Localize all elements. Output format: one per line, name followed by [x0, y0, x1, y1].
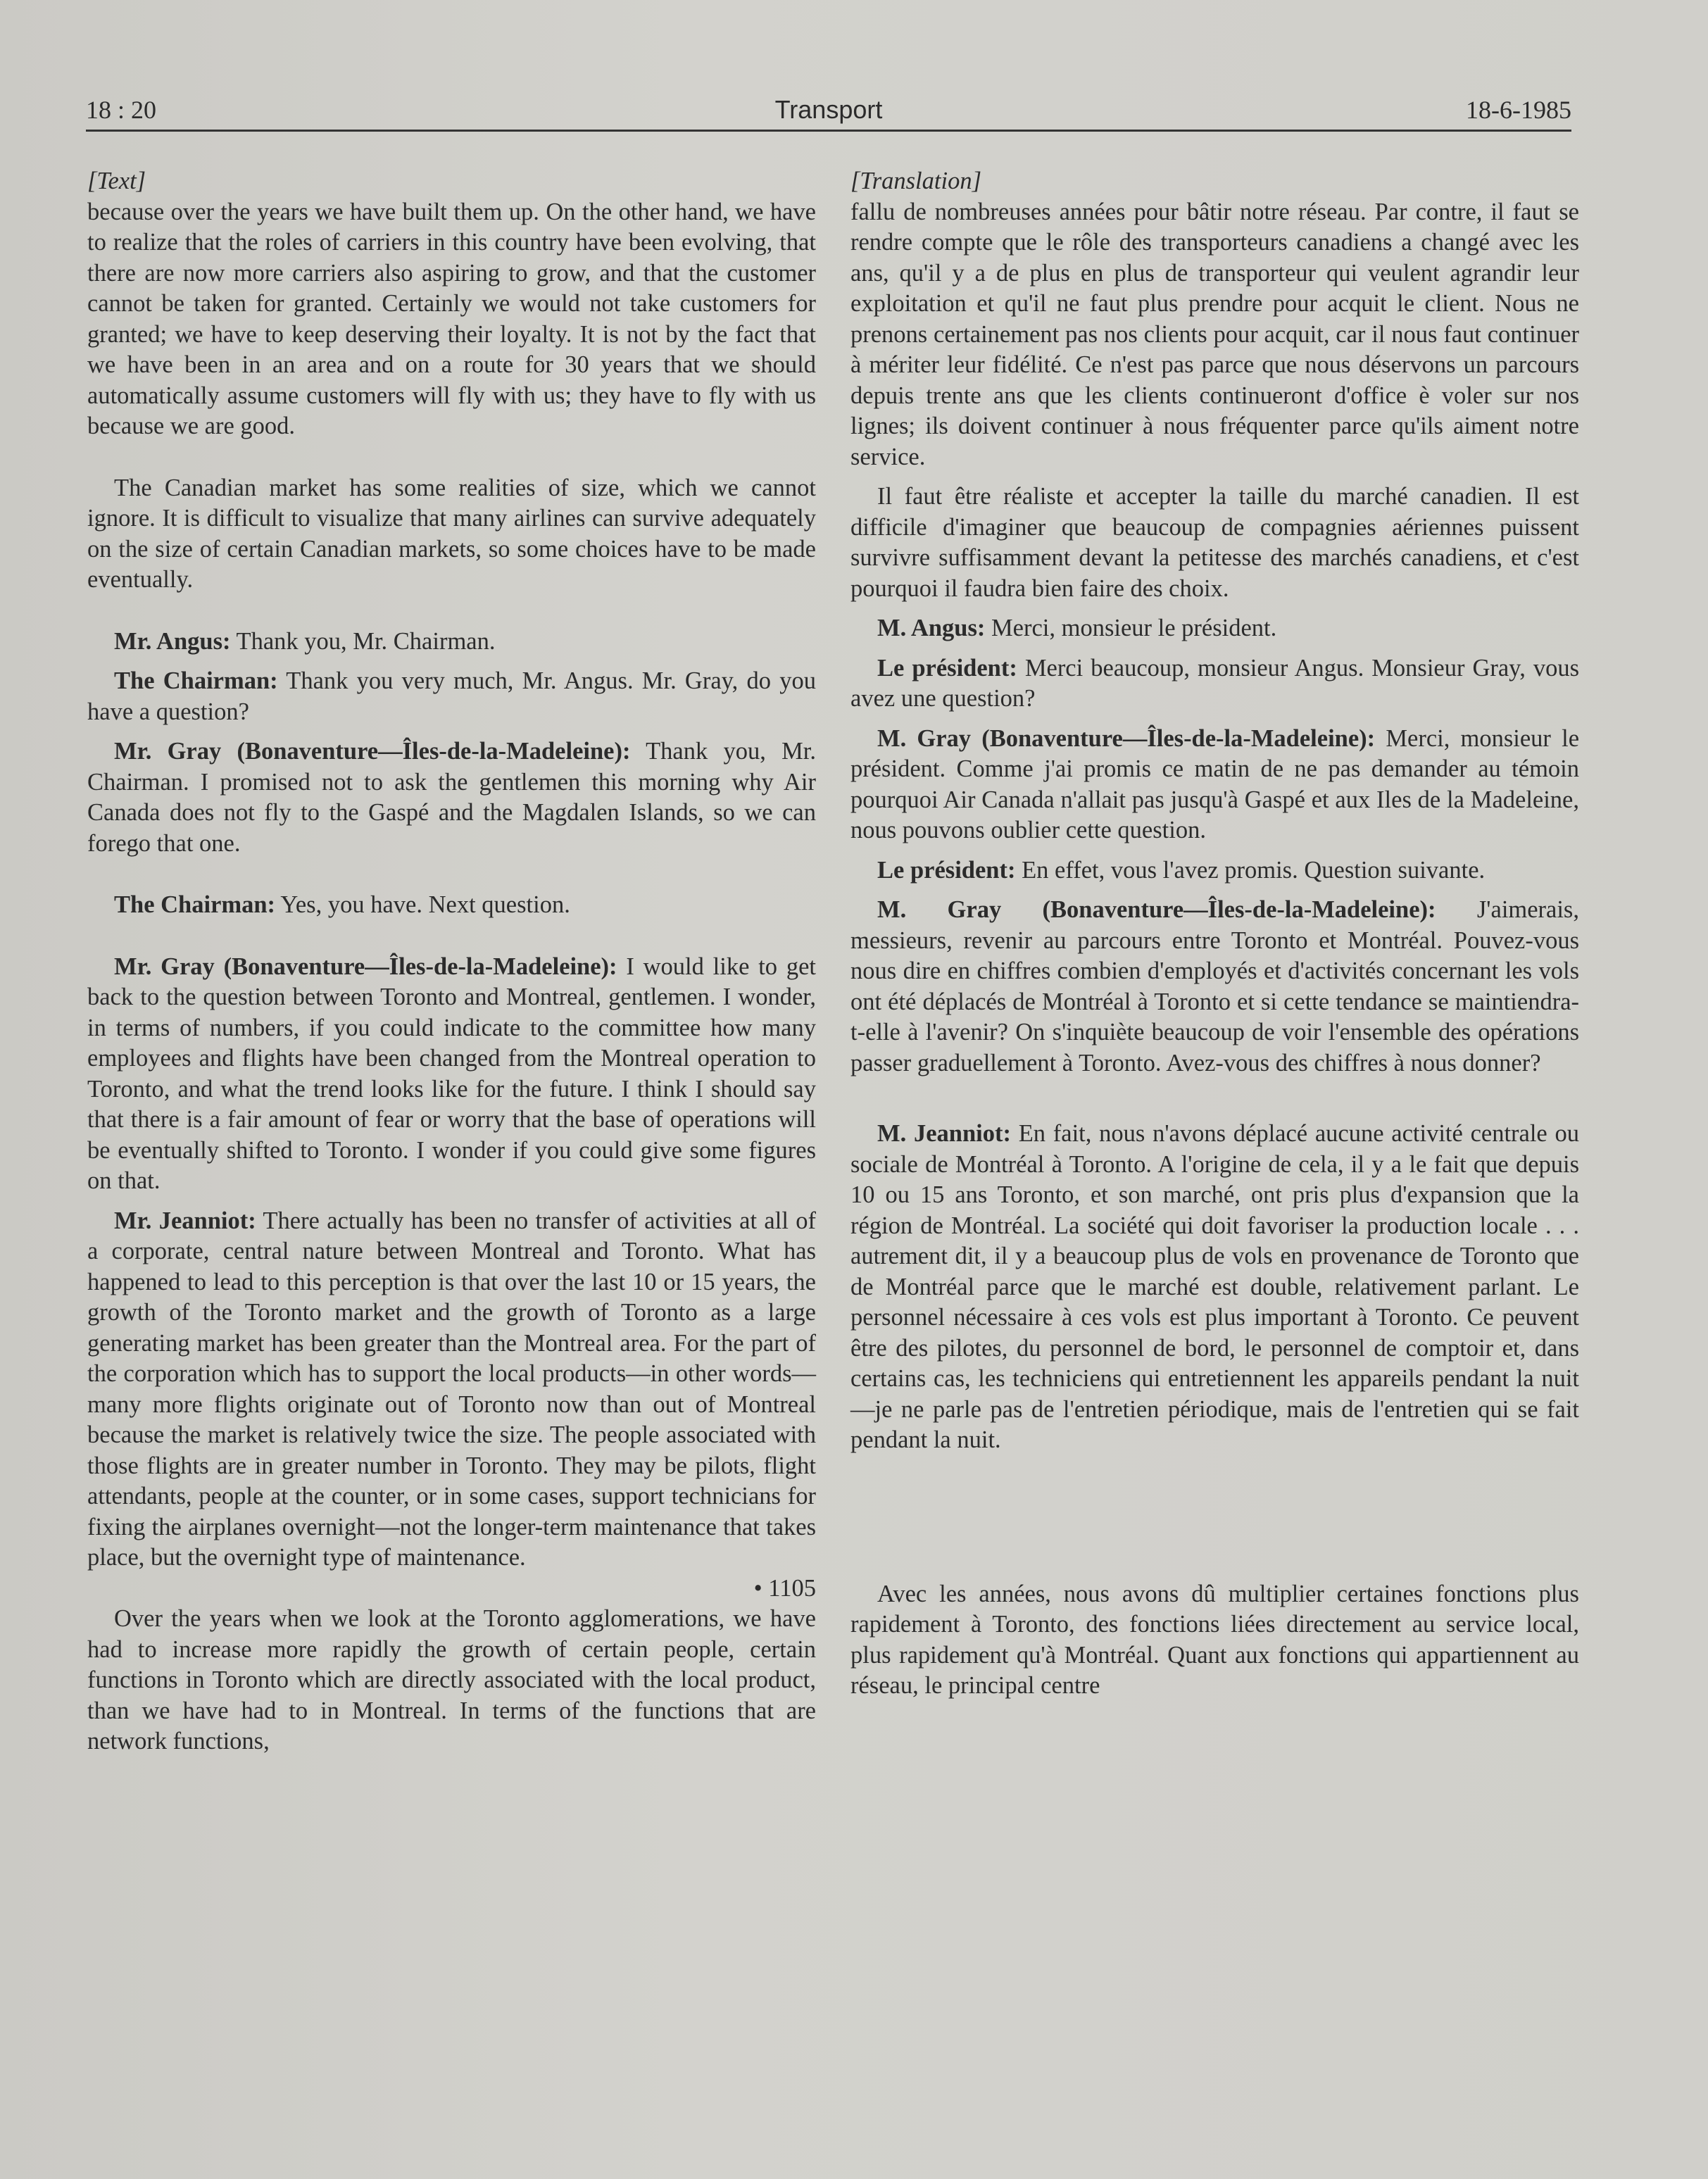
paragraph [87, 736, 816, 859]
speech-text: I would like to get back to the question between Toronto and Montreal, gentlemen. I wonder, in terms of numbers, if you could indicate to the committee how many employees and flights have been changed from the Montreal operation to Toronto, and what the trend looks like for the future. I think I should say that there is a fair amount of fear or worry that the base of operations will be eventually shifted to Toronto. I wonder if you could give some figures on that. [87, 953, 816, 1194]
paragraph [850, 855, 1579, 886]
speaker-name: Mr. Jeanniot: [114, 1207, 256, 1234]
paragraph [850, 613, 1579, 644]
speaker-name: M. Gray (Bonaventure—Îles-de-la-Madeleine): [877, 724, 1376, 752]
paragraph [850, 895, 1579, 1079]
french-column [850, 166, 1579, 1702]
speaker-name: Le président: [877, 856, 1016, 884]
paragraph [850, 653, 1579, 715]
paragraph [87, 890, 816, 921]
speech-text: Merci beaucoup, monsieur Angus. Monsieur Gray, vous avez une question? [850, 654, 1579, 712]
running-header [86, 94, 1571, 125]
speech-text: Thank you, Mr. Chairman. I promised not to ask the gentlemen this morning why Air Canada does not fly to the Gaspé and the Magdalen Islands, so we can forego that one. [87, 738, 817, 857]
time-marker: • 1105 [753, 1574, 816, 1602]
translation-label: [Translation] [850, 168, 981, 194]
paragraph: because over the years we have built them up. On the other hand, we have to realize that the roles of carriers in this country have been evolving, that there are now more carriers also aspiring to grow, and that the customer cannot be taken for granted. Certainly we would not take customers for granted; we have to keep deserving their loyalty. It is not by the fact that we have been in an area and on a route for 30 years that we should automatically assume customers will fly with us; they have to fly with us because we are good. [87, 198, 816, 439]
speaker-name: The Chairman: [114, 667, 278, 694]
speaker-name: Mr. Gray (Bonaventure—Îles-de-la-Madeleine): [114, 953, 617, 980]
paragraph: Il faut être réaliste et accepter la taille du marché canadien. Il est difficile d'imaginer que beaucoup de compagnies aériennes puissent survivre suffisamment devant la petitesse des marchés canadiens, et c'est pourquoi il faudra bien faire des choix. [850, 483, 1579, 602]
header-title: Transport [774, 95, 883, 124]
speech-text: Thank you very much, Mr. Angus. Mr. Gray, do you have a question? [87, 667, 816, 725]
paragraph [87, 1206, 816, 1574]
speaker-name: The Chairman: [114, 891, 276, 918]
speech-text: En fait, nous n'avons déplacé aucune activité centrale ou sociale de Montréal à Toronto. A l'origine de cela, il y a le fait que depuis 10 ou 15 ans Toronto, et son marché, ont pris plus d'expansion que la région de Montréal. La société qui doit favoriser la production locale . . . autrement dit, il y a beaucoup plus de vols en provenance de Toronto que de Montréal parce que le marché est double, relativement parlant. Le personnel nécessaire à ces vols est plus important à Toronto. Ce peuvent être des pilotes, du personnel de bord, le personnel de comptoir et, dans certains cas, les techniciens qui entretiennent les appareils pendant la nuit—je ne parle pas de l'entretien périodique, mais de l'entretien qui se fait pendant la nuit. [850, 1120, 1579, 1453]
speech-text: Thank you, Mr. Chairman. [230, 627, 496, 655]
speech-text: Yes, you have. Next question. [275, 891, 570, 918]
header-date: 18-6-1985 [1466, 96, 1571, 124]
english-column [87, 166, 816, 1757]
header-rule [86, 130, 1571, 132]
paragraph: fallu de nombreuses années pour bâtir notre réseau. Par contre, il faut se rendre compte que le rôle des transporteurs canadiens a changé avec les ans, qu'il y a de plus en plus de transporteur qui veulent agrandir leur exploitation et qu'il ne faut plus prendre pour acquit le client. Nous ne prenons certainement pas nos clients pour acquit, car il nous faut continuer à mériter leur fidélité. Ce n'est pas parce que nous déservons un parcours depuis trente ans que les clients continueront d'office è voler sur nos lignes; ils doivent continuer à nous fréquenter parce qu'ils aiment notre service. [850, 198, 1579, 470]
paragraph [87, 666, 816, 727]
paragraph: The Canadian market has some realities of size, which we cannot ignore. It is difficult to visualize that many airlines can survive adequately on the size of certain Canadian markets, so some choices have to be made eventually. [87, 474, 816, 593]
paragraph: Avec les années, nous avons dû multiplier certaines fonctions plus rapidement à Toronto, des fonctions liées directement au service local, plus rapidement qu'à Montréal. Quant aux fonctions qui appartiennent au réseau, le principal centre [850, 1580, 1579, 1699]
speaker-name: M. Angus: [877, 615, 986, 641]
paragraph [87, 627, 816, 658]
speaker-name: Mr. Angus: [114, 627, 231, 655]
text-label: [Text] [87, 168, 146, 194]
paragraph [850, 724, 1579, 846]
speech-text: En effet, vous l'avez promis. Question suivante. [1015, 856, 1486, 884]
paragraph [87, 952, 816, 1197]
speech-text: J'aimerais, messieurs, revenir au parcours entre Toronto et Montréal. Pouvez-vous nous dire en chiffres combien d'employés et d'activités concernant les vols ont été déplacés de Montréal à Toronto et si cette tendance se maintiendra-t-elle à l'avenir? On s'inquiète beaucoup de voir l'ensemble des opérations passer graduellement à Toronto. Avez-vous des chiffres à nous donner? [850, 896, 1579, 1076]
speech-text: Merci, monsieur le président. Comme j'ai promis ce matin de ne pas demander au témoin pourquoi Air Canada n'allait pas jusqu'à Gaspé et aux Iles de la Madeleine, nous pouvons oublier cette question. [850, 724, 1580, 843]
speaker-name: M. Jeanniot: [877, 1120, 1011, 1147]
paragraph: Over the years when we look at the Toronto agglomerations, we have had to increase more rapidly the growth of certain people, certain functions in Toronto which are directly associated with the local product, than we have had to in Montreal. In terms of the functions that are network functions, [87, 1605, 816, 1754]
paragraph [850, 1119, 1579, 1456]
speaker-name: M. Gray (Bonaventure—Îles-de-la-Madeleine): [877, 896, 1436, 923]
page-number: 18 : 20 [86, 96, 157, 124]
speaker-name: Le président: [877, 654, 1017, 682]
speaker-name: Mr. Gray (Bonaventure—Îles-de-la-Madeleine): [114, 738, 631, 765]
speech-text: There actually has been no transfer of activities at all of a corporate, central nature between Montreal and Toronto. What has happened to lead to this perception is that over the last 10 or 15 years, the growth of the Toronto market and the growth of Toronto as a large generating market has been greater than the Montreal area. For the part of the corporation which has to support the local products—in other words—many more flights originate out of Toronto now than out of Montreal because the market is relatively twice the size. The people associated with those flights are in greater number in Toronto. They may be pilots, flight attendants, people at the counter, or in some cases, support technicians for fixing the airplanes overnight—not the longer-term maintenance that takes place, but the overnight type of maintenance. [87, 1207, 817, 1571]
speech-text: Merci, monsieur le président. [985, 615, 1277, 641]
